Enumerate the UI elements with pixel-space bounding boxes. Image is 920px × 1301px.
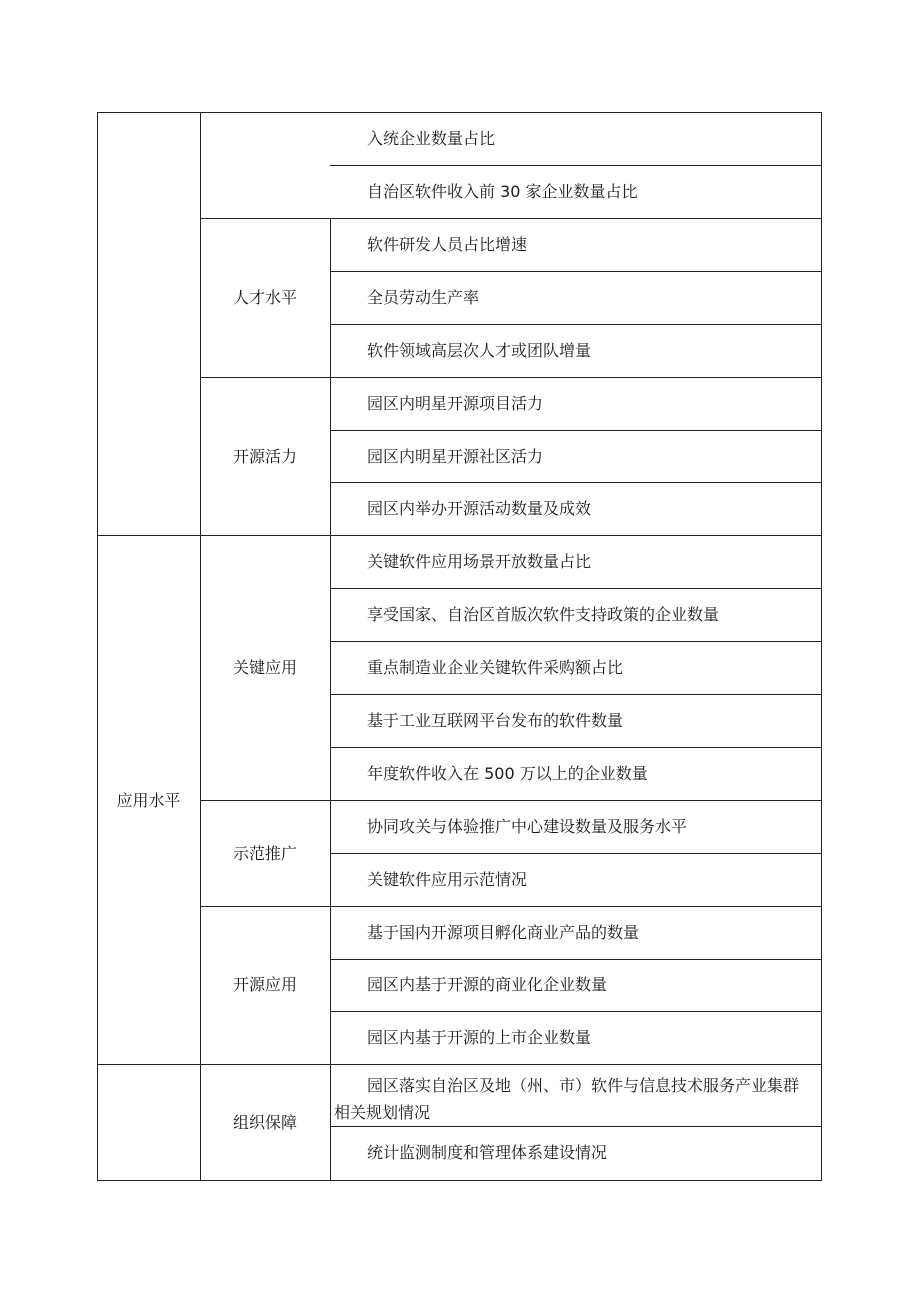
level1-divider [97, 535, 200, 536]
row-divider [330, 1126, 822, 1127]
indicator-item: 关键软件应用场景开放数量占比 [367, 552, 592, 571]
row-divider [330, 482, 822, 483]
indicator-item: 园区内明星开源项目活力 [367, 394, 544, 413]
table-border-bottom [97, 1180, 822, 1181]
indicator-item: 园区内基于开源的商业化企业数量 [367, 975, 608, 994]
row-divider [330, 641, 822, 642]
level2-divider [200, 800, 330, 801]
indicator-item: 统计监测制度和管理体系建设情况 [367, 1143, 608, 1162]
indicator-item: 全员劳动生产率 [367, 288, 480, 307]
row-divider [330, 324, 822, 325]
level2-label: 关键应用 [232, 658, 297, 677]
indicator-item: 入统企业数量占比 [367, 129, 496, 148]
indicator-item: 软件研发人员占比增速 [367, 235, 528, 254]
level2-label: 组织保障 [232, 1113, 297, 1132]
row-divider [330, 430, 822, 431]
indicator-item: 园区落实自治区及地（州、市）软件与信息技术服务产业集群相关规划情况 [334, 1076, 800, 1122]
indicator-item: 享受国家、自治区首版次软件支持政策的企业数量 [367, 605, 720, 624]
column-divider-1 [200, 112, 201, 1181]
indicator-item: 基于工业互联网平台发布的软件数量 [367, 711, 624, 730]
indicator-item: 年度软件收入在 500 万以上的企业数量 [367, 764, 648, 783]
row-divider [330, 588, 822, 589]
row-divider [330, 747, 822, 748]
table-border-left [97, 112, 98, 1181]
level2-label: 开源活力 [232, 447, 297, 466]
row-divider [330, 959, 822, 960]
level2-label: 人才水平 [232, 288, 297, 307]
level1-divider [97, 1064, 200, 1065]
level2-label: 开源应用 [232, 975, 297, 994]
indicator-item: 园区内基于开源的上市企业数量 [367, 1028, 592, 1047]
indicator-item: 园区内明星开源社区活力 [367, 447, 544, 466]
row-divider [330, 271, 822, 272]
indicator-item: 关键软件应用示范情况 [367, 870, 528, 889]
indicator-item: 重点制造业企业关键软件采购额占比 [367, 658, 624, 677]
row-divider [330, 906, 822, 907]
level2-divider [200, 218, 330, 219]
indicator-item: 自治区软件收入前 30 家企业数量占比 [367, 182, 638, 201]
indicator-item: 协同攻关与体验推广中心建设数量及服务水平 [367, 817, 688, 836]
row-divider [330, 218, 822, 219]
table-border-top [97, 112, 822, 113]
row-divider [330, 1011, 822, 1012]
indicator-table [97, 112, 822, 1181]
row-divider [330, 694, 822, 695]
indicator-item: 基于国内开源项目孵化商业产品的数量 [367, 923, 640, 942]
row-divider [330, 853, 822, 854]
row-divider [330, 535, 822, 536]
row-divider [330, 165, 822, 166]
row-divider [330, 800, 822, 801]
level2-divider [200, 906, 330, 907]
level1-label: 应用水平 [116, 791, 181, 810]
level2-divider [200, 535, 330, 536]
row-divider [330, 377, 822, 378]
level2-label: 示范推广 [232, 844, 297, 863]
level2-divider [200, 1064, 330, 1065]
indicator-item: 软件领域高层次人才或团队增量 [367, 341, 592, 360]
row-divider [330, 1064, 822, 1065]
table-border-right [821, 112, 822, 1181]
indicator-item: 园区内举办开源活动数量及成效 [367, 499, 592, 518]
level2-divider [200, 377, 330, 378]
